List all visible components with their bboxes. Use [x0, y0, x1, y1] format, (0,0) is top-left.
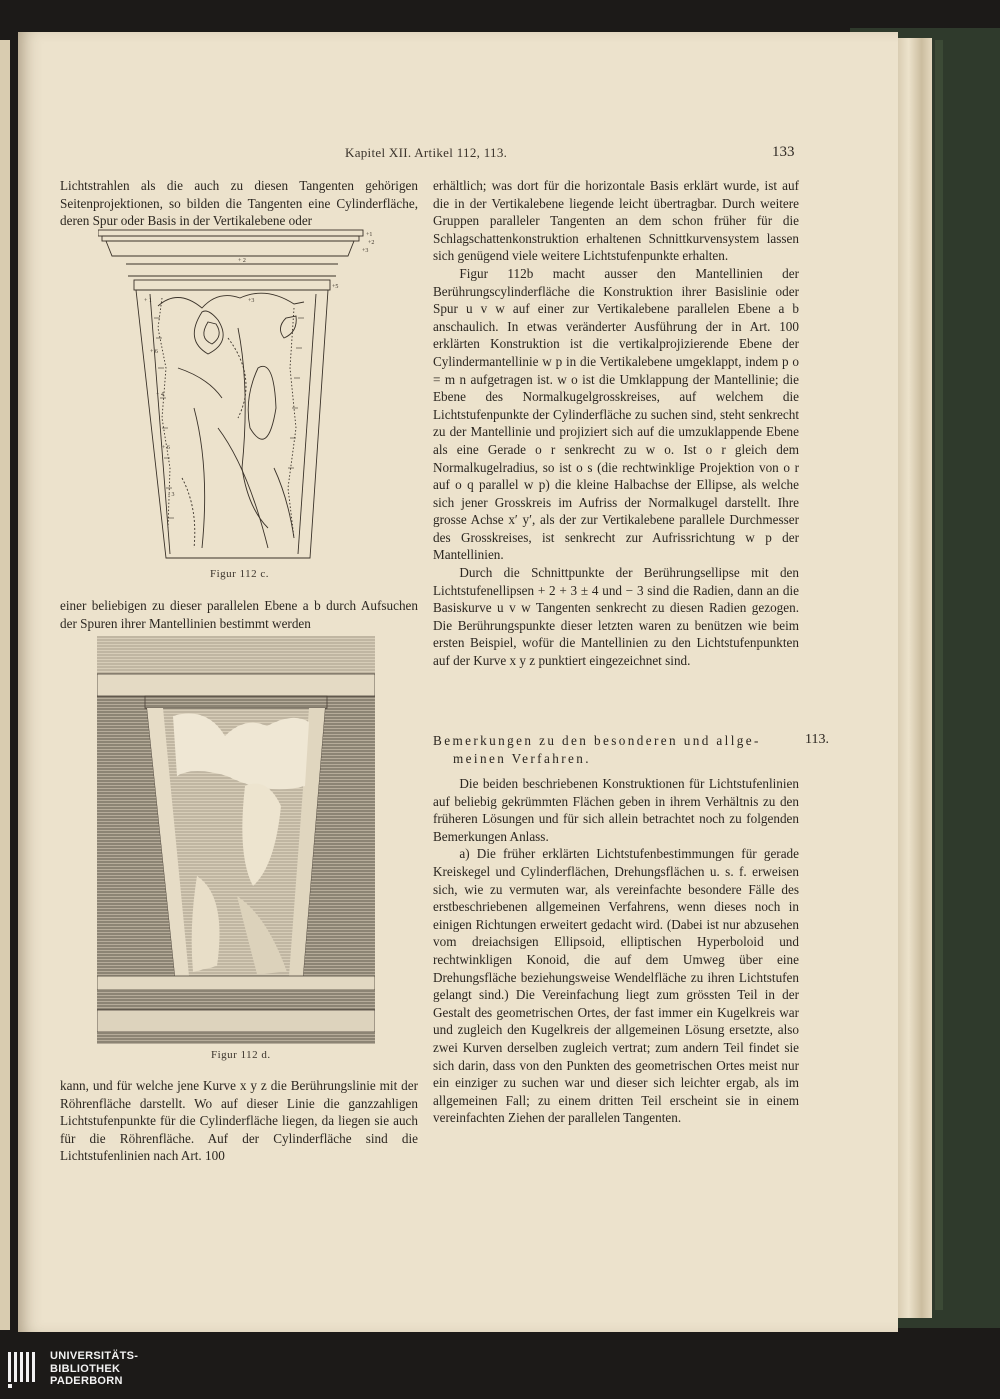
- left-column-top: [60, 177, 418, 230]
- page-header: [0, 145, 1000, 165]
- previous-page-edge: [0, 40, 10, 1330]
- svg-text:+5: +5: [332, 284, 339, 290]
- logo-line-1: UNIVERSITÄTS-: [50, 1350, 139, 1362]
- svg-text:+3: +3: [362, 248, 369, 254]
- library-logo-icon: [6, 1348, 42, 1390]
- left-paragraph-3: kann, und für welche jene Kurve x y z die Berührungslinie mit der Röhrenfläche darstellt. Wo auf dieser Linie die ganzzahligen Lichtstufenpunkte für die Cylinderfläche liegen, da liegen sie auch für die Röhrenfläche. Auf der Cylinderfläche sind die Lichtstufenlinien nach Art. 100: [60, 1078, 418, 1164]
- left-column-middle: [60, 597, 418, 632]
- logo-line-3: PADERBORN: [50, 1375, 123, 1387]
- left-paragraph-2: einer beliebigen zu dieser parallelen Ebene a b durch Aufsuchen der Spuren ihrer Mantellinien bestimmt werden: [60, 598, 418, 631]
- svg-text:+1: +1: [366, 232, 373, 238]
- right-column-top: [433, 177, 799, 670]
- right-paragraph-1: erhältlich; was dort für die horizontale Basis erklärt wurde, ist auf die in der Vertikalebene liegende leicht übertragbar. Durch weitere Gruppen paralleler Tangenten an dem schon früher für die Schlagschattenkonstruktion erhaltenen Schnittkurvensystem lassen sich genügend viele weitere Lichtstufenpunkte erhalten.: [433, 178, 799, 264]
- library-logo: [0, 1340, 160, 1399]
- page-number: 133: [772, 144, 795, 160]
- figure-112c: [98, 228, 380, 564]
- section-paragraph-2: a) Die früher erklärten Lichtstufenbestimmungen für gerade Kreiskegel und Cylinderflächen, Drehungsflächen u. s. f. erweisen sich, wie zu vermuten war, als vereinfachte besondere Fälle des erstbeschriebenen allgemeinen Verfahrens, wenn dieses noch in einigen Richtungen erweitert gedacht wird. (Dabei ist nur abzusehen vom dreiachsigen Ellipsoid, elliptischen Hyperboloid und rechtwinkligen Konoid, die auf dem Umweg über eine Drehungsfläche beziehungsweise Wendelfläche zu ihren Lichtstufen gelangt sind.) Die Vereinfachung liegt zum grössten Teil in der Gestalt des geometrischen Ortes, der fast immer ein Kugelkreis war und zugleich den Kugelkreis der allgemeinen Lösung ersetzte, also zwei Kurven derselben zugleich vertrat; zum andern Teil findet sie sich darin, dass von den Punkten des geometrischen Ortes meist nur ein einziger zu suchen war und dieser sich leichter ergab, als im allgemeinen Fall; zu einem dritten Teil erscheint sie in einem vereinfachten Ziehen der parallelen Tangenten.: [433, 846, 799, 1126]
- left-column-bottom: [60, 1077, 418, 1165]
- section-margin-number: 113.: [805, 732, 829, 747]
- svg-text:+3: +3: [248, 298, 255, 304]
- figure-112c-drawing: [98, 228, 380, 564]
- section-heading-line-1: Bemerkungen zu den besonderen und allge-: [433, 733, 761, 748]
- right-paragraph-3: Durch die Schnittpunkte der Berührungsellipse mit den Lichtstufenellipsen + 2 + 3 ± 4 und − 3 sind die Radien, dann an die Basiskurve u v w Tangenten senkrecht zu diesen Radien gezogen. Die Berührungspunkte dieser letzten waren zu benützen wie beim ersten Beispiel, wofür die Mantellinien zu den Lichtstufenpunkten auf der Kurve x y z punktiert eingezeichnet sind.: [433, 565, 799, 669]
- running-head: Kapitel XII. Artikel 112, 113.: [345, 145, 508, 160]
- svg-text:+ 2: + 2: [238, 258, 246, 264]
- svg-text:+ 1: + 1: [144, 298, 152, 304]
- right-paragraph-2: Figur 112b macht ausser den Mantellinien der Berührungscylinderfläche die Konstruktion ihrer Basislinie oder Spur u v w auf einer zur Vertikalebene parallelen Ebene a b anschaulich. In etwas veränderter Ausführung der in Art. 100 erklärten Konstruktion ist die vertikalprojizierende Ebene der Cylindermantellinie w p in die Vertikalebene umgeklappt, indem p o = m n aufgetragen ist. w o ist die Umklappung der Mantellinie; die Ebene des Normalkugelgrosskreises, auf welchem die Lichtstufenpunkte der Cylinderfläche zu suchen sind, steht senkrecht zu der Mantellinie und projiziert sich auf die umzuklappende Ebene als eine Gerade o r senkrecht zu w o. Ist o r gleich dem Normalkugelradius, so ist o s (die rechtwinklige Projektion von o r auf o q parallel w p) die kleine Halbachse der Ellipse, als welche sich jener Grosskreis im Aufriss der Normalkugel darstellt. Ihre grosse Achse x′ y′, als der zur Vertikalebene parallele Durchmesser des Grosskreises, ist senkrecht zur Aufrissrichtung w p der Mantellinien.: [433, 265, 799, 563]
- svg-text:+2: +2: [368, 240, 375, 246]
- cover-edge: [935, 40, 943, 1310]
- section-paragraph-1: Die beiden beschriebenen Konstruktionen für Lichtstufenlinien auf beliebig gekrümmten Flächen geben in ihrem Verhältnis zu den früheren Lösungen und für sich allein betrachtet noch zu folgenden Bemerkungen Anlass.: [433, 776, 799, 844]
- figure-112d-caption: Figur 112 d.: [211, 1049, 271, 1061]
- svg-text:- 3: - 3: [168, 492, 175, 498]
- svg-text:+ 6: + 6: [162, 445, 170, 451]
- figure-112d: [97, 636, 375, 1044]
- left-paragraph-1: Lichtstrahlen als die auch zu diesen Tangenten gehörigen Seitenprojektionen, so bilden die Tangenten eine Cylinderfläche, deren Spur oder Basis in der Vertikalebene oder: [60, 178, 418, 229]
- library-logo-text: [50, 1350, 138, 1388]
- svg-text:+ 6: + 6: [150, 349, 158, 355]
- section-heading: [433, 732, 799, 767]
- right-column-bottom: [433, 775, 799, 1127]
- svg-text:+ 4: + 4: [156, 392, 164, 398]
- section-heading-line-2: meinen Verfahren.: [453, 750, 591, 766]
- figure-112d-drawing: [97, 636, 375, 1044]
- logo-line-2: BIBLIOTHEK: [50, 1362, 121, 1375]
- figure-112c-caption: Figur 112 c.: [210, 568, 270, 580]
